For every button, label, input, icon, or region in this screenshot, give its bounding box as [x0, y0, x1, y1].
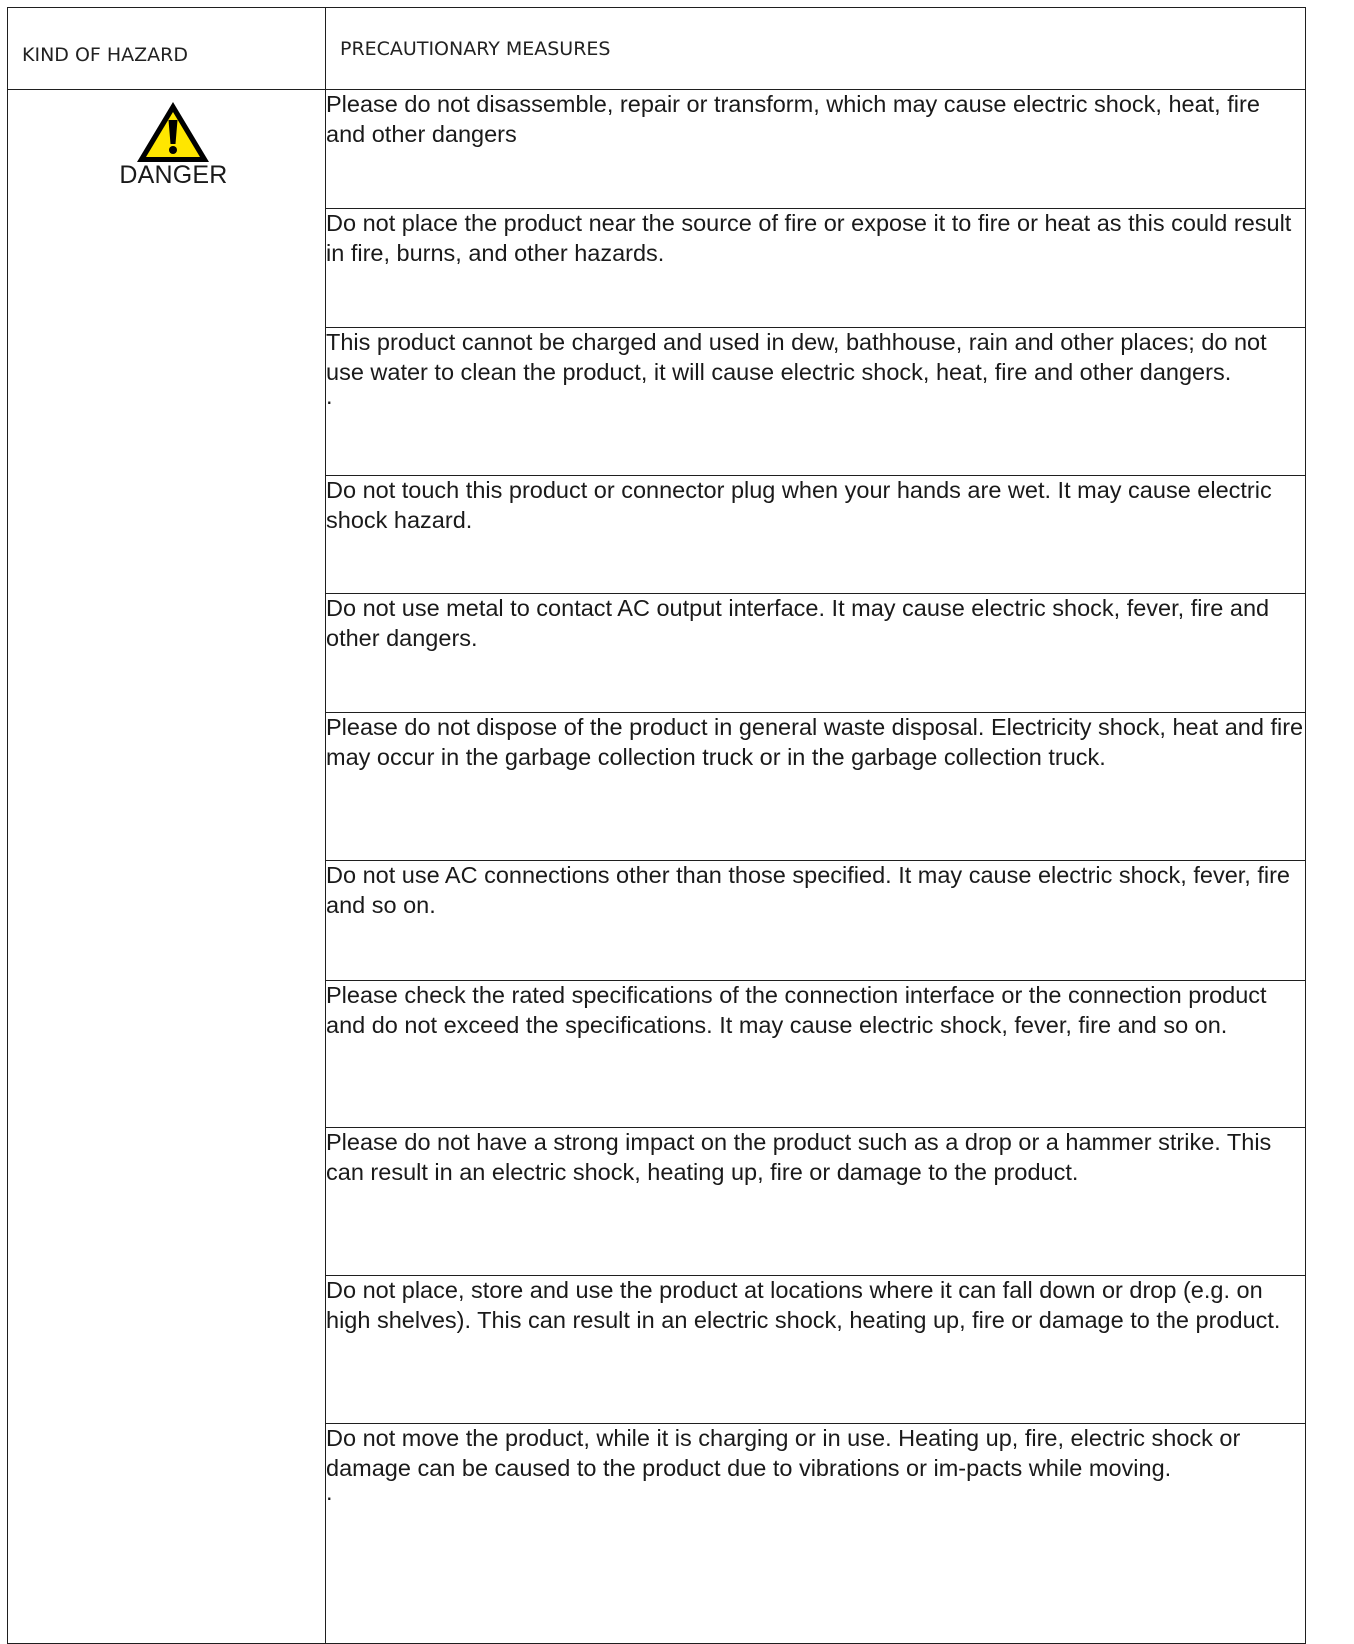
measure-text: Do not use AC connections other than those specified. It may cause electric shock, fever, fire and so on. — [326, 862, 1291, 918]
measure-cell — [326, 594, 1306, 713]
measure-cell — [326, 1424, 1306, 1644]
header-precautionary-measures: PRECAUTIONARY MEASURES — [326, 8, 1306, 90]
measure-text: Please do not disassemble, repair or transform, which may cause electric shock, heat, fire and other dangers — [326, 91, 1260, 147]
header-kind-of-hazard: KIND OF HAZARD — [8, 8, 326, 90]
measure-text: Do not place the product near the source of fire or expose it to fire or heat as this could result in fire, burns, and other hazards. — [326, 210, 1292, 266]
measure-text: Do not use metal to contact AC output interface. It may cause electric shock, fever, fire and other dangers. — [326, 595, 1270, 651]
trailing-dot: . — [326, 383, 333, 409]
measure-cell — [326, 1128, 1306, 1276]
measure-text: Do not place, store and use the product at locations where it can fall down or drop (e.g. on high shelves). This can result in an electric shock, heating up, fire or damage to the product. — [326, 1277, 1281, 1333]
measure-text: Please do not dispose of the product in general waste disposal. Electricity shock, heat and fire may occur in the garbage collection truck or in the garbage collection truck. — [326, 714, 1304, 770]
table-row — [8, 90, 1306, 209]
hazard-table — [7, 7, 1306, 1644]
danger-label: DANGER — [119, 161, 228, 189]
table-header-row — [8, 8, 1306, 90]
measure-cell — [326, 90, 1306, 209]
danger-warning — [119, 100, 227, 190]
hazard-kind-cell — [8, 90, 326, 1644]
measure-cell — [326, 209, 1306, 328]
measure-text: Do not touch this product or connector plug when your hands are wet. It may cause electric shock hazard. — [326, 477, 1272, 533]
measure-cell — [326, 861, 1306, 981]
measure-cell — [326, 328, 1306, 476]
measure-text: Do not move the product, while it is charging or in use. Heating up, fire, electric shock or damage can be caused to the product due to vibrations or im-pacts while moving. — [326, 1425, 1241, 1481]
measure-cell — [326, 713, 1306, 861]
measure-cell — [326, 981, 1306, 1128]
measure-text: Please check the rated specifications of the connection interface or the connection product and do not exceed the specifications. It may cause electric shock, fever, fire and so on. — [326, 982, 1267, 1038]
trailing-dot: . — [326, 1479, 333, 1505]
measure-text: Please do not have a strong impact on the product such as a drop or a hammer strike. This can result in an electric shock, heating up, fire or damage to the product. — [326, 1129, 1272, 1185]
measure-cell — [326, 1276, 1306, 1424]
warning-triangle-icon — [135, 100, 211, 164]
measure-text: This product cannot be charged and used in dew, bathhouse, rain and other places; do not use water to clean the product, it will cause electric shock, heat, fire and other dangers. — [326, 329, 1267, 385]
measure-cell — [326, 476, 1306, 594]
